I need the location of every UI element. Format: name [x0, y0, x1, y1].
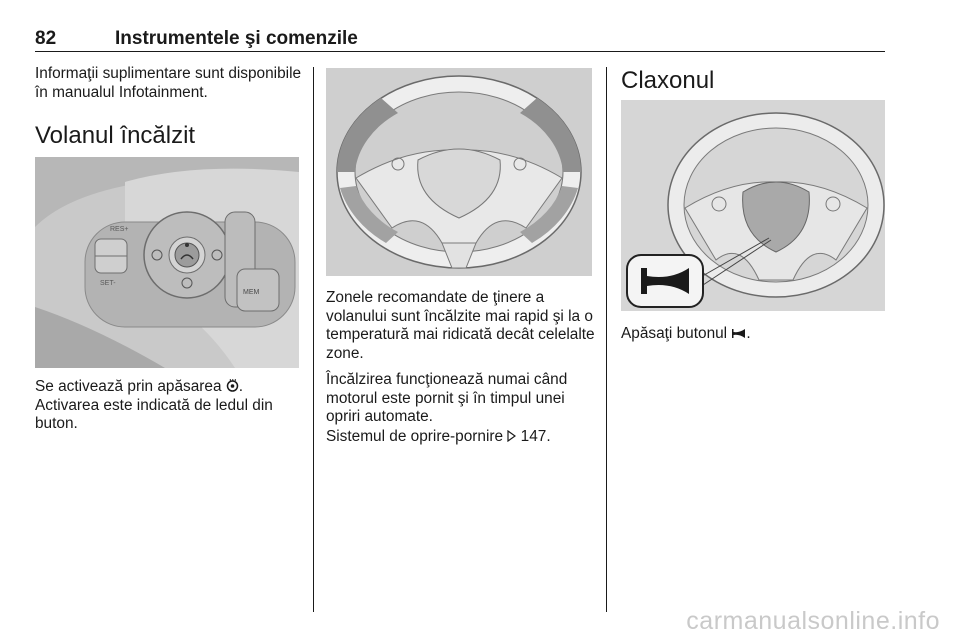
mem-label: MEM	[243, 289, 260, 296]
activation-text: Se activează prin apăsarea	[35, 378, 222, 395]
column-divider-2	[606, 67, 607, 612]
steering-wheel-horn-illustration	[621, 100, 885, 311]
activation-text-end: . Activarea este indicată de ledul din buton.	[35, 378, 273, 432]
horn-text-end: .	[746, 325, 751, 342]
horn-text: Apăsaţi butonul	[621, 325, 728, 342]
horn-photo	[621, 100, 885, 311]
page-number: 82	[35, 28, 57, 49]
steering-wheel-controls-photo	[35, 157, 299, 368]
reference-page-number: 147.	[520, 428, 551, 445]
section-heading-heated-wheel: Volanul încălzit	[35, 122, 196, 149]
page-ref-icon	[507, 430, 516, 442]
stop-start-text: Sistemul de oprire-pornire	[326, 428, 504, 445]
footer-watermark: carmanualsonline.info	[686, 607, 940, 635]
page-title: Instrumentele şi comenzile	[115, 28, 358, 49]
horn-paragraph	[621, 325, 885, 344]
stop-start-reference	[326, 428, 598, 447]
operation-paragraph: Încălzirea funcţionează numai când motorul este pornit şi în timpul unei opriri automate.	[326, 371, 568, 425]
heated-wheel-icon	[226, 379, 239, 392]
column-divider-1	[313, 67, 314, 612]
set-label: SET-	[100, 280, 116, 287]
activation-paragraph	[35, 378, 305, 434]
heated-zones-photo	[326, 68, 592, 276]
intro-paragraph: Informaţii suplimentare sunt disponibile în manualul Infotainment.	[35, 65, 302, 101]
horn-icon	[731, 328, 746, 339]
header-divider	[35, 51, 885, 52]
steering-controls-illustration	[35, 157, 299, 368]
res-label: RES+	[110, 226, 129, 233]
heated-zones-paragraph: Zonele recomandate de ţinere a volanului sunt încălzite mai rapid şi la o temperatură mai ridicată decât celelalte zone.	[326, 289, 595, 362]
section-heading-horn: Claxonul	[621, 67, 715, 94]
steering-wheel-heated-zones-illustration	[326, 68, 592, 276]
